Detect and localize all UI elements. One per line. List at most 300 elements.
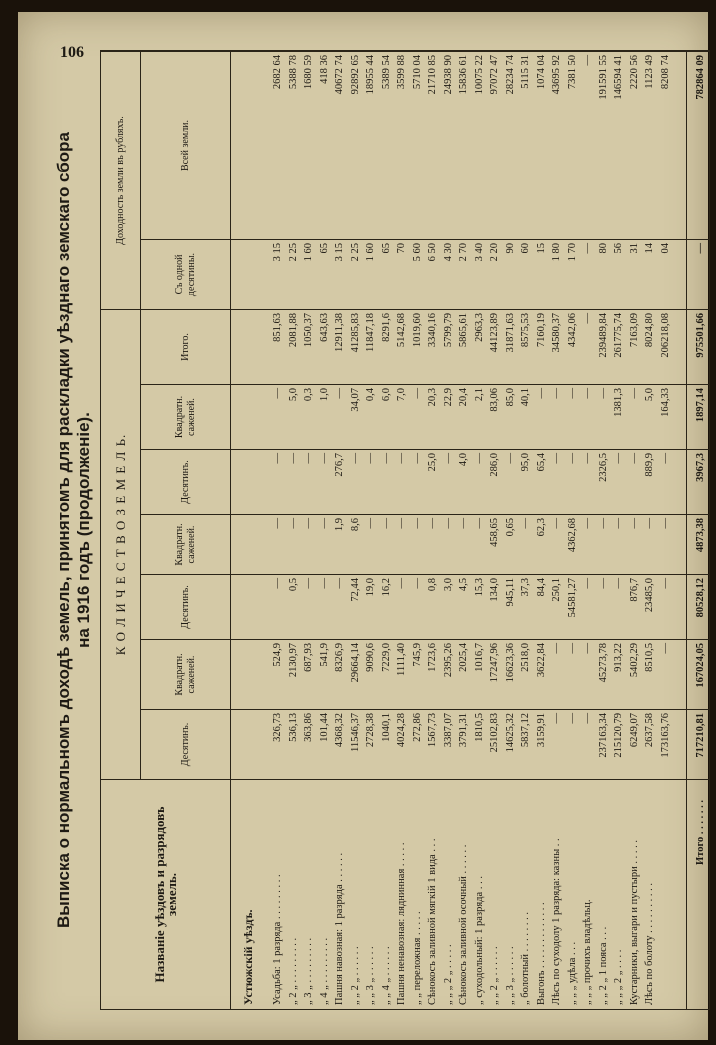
table-cell: 4 30 — [442, 243, 454, 262]
table-cell: 22,9 — [442, 388, 454, 407]
total-divider — [686, 51, 687, 1009]
table-cell: 1 60 — [303, 243, 314, 262]
table-cell: — — [442, 453, 454, 464]
table-cell: — — [272, 578, 283, 589]
row-name: „ „ переложная . . . . . — [411, 911, 423, 1005]
table-cell: 2 25 — [287, 243, 299, 262]
table-cell: 95,0 — [520, 453, 531, 472]
table-cell: 2395,26 — [442, 643, 454, 678]
row-name — [659, 780, 673, 1009]
table-cell: — — [628, 518, 640, 529]
table-cell: 1 80 — [551, 243, 562, 262]
table-cell: 17247,96 — [489, 643, 500, 683]
table-cell: — — [349, 453, 361, 464]
table-cell: 418 36 — [318, 55, 330, 84]
table-cell: 3340,16 — [427, 313, 438, 348]
table-cell: — — [380, 453, 392, 464]
table-cell: 65 — [318, 243, 330, 254]
table-cell: 84,4 — [535, 578, 547, 597]
table-cell: 90 — [504, 243, 516, 254]
table-cell: 363,86 — [303, 713, 314, 742]
table-cell: 1680 59 — [303, 55, 314, 90]
table-cell: 8024,80 — [644, 313, 655, 348]
table-cell: 3791,31 — [458, 713, 469, 748]
table-cell: 134,0 — [489, 578, 500, 602]
table-cell: 1,0 — [318, 388, 330, 402]
table-cell: 44123,89 — [489, 313, 500, 353]
table-cell: — — [396, 518, 407, 529]
table-cell: 1016,7 — [473, 643, 485, 672]
table-cell: — — [318, 453, 330, 464]
table-cell: — — [396, 453, 407, 464]
table-cell: 62,3 — [535, 518, 547, 537]
total-cell: 167024,05 — [695, 643, 706, 688]
header-col-7: Итого. — [141, 309, 231, 384]
table-cell: — — [272, 388, 283, 399]
table-cell: 1567,73 — [427, 713, 438, 748]
table-cell: 2518,0 — [520, 643, 531, 672]
row-name: „ „ „ удѣла . . . — [566, 941, 578, 1005]
header-col-9: Всей земли. — [141, 51, 231, 239]
table-cell: 191591 55 — [597, 55, 609, 100]
table-cell: 458,65 — [489, 518, 500, 547]
table-cell: 3599 88 — [396, 55, 407, 90]
table-cell: 21710 85 — [427, 55, 438, 95]
table-cell: 215120,79 — [613, 713, 624, 758]
table-cell: 2 25 — [349, 243, 361, 262]
table-cell: 326,73 — [272, 713, 283, 742]
data-column-2 — [231, 639, 709, 709]
header-income: Доходность земли въ рубляхъ. — [101, 51, 141, 309]
table-cell: — — [551, 643, 562, 654]
row-name: Пашня навозная: 1 разряда . . . . . . — [334, 852, 345, 1005]
table-cell: 173163,76 — [659, 713, 671, 758]
table-cell: 8,6 — [349, 518, 361, 532]
row-name: „ „ 4 „ . . . . . . — [380, 946, 392, 1005]
header-quantity: К О Л И Ч Е С Т В О З Е М Е Л Ь. — [101, 309, 141, 779]
table-cell: 14 — [644, 243, 655, 254]
table-cell: 146594 41 — [613, 55, 624, 100]
table-cell: 643,63 — [318, 313, 330, 342]
table-cell: 80 — [597, 243, 609, 254]
table-cell: — — [628, 453, 640, 464]
table-cell: 14625,32 — [504, 713, 516, 753]
document-title — [54, 70, 94, 990]
land-income-table — [100, 50, 710, 1010]
table-cell: 0,65 — [504, 518, 516, 537]
table-cell: 6 50 — [427, 243, 438, 262]
table-cell: 8510,5 — [644, 643, 655, 672]
table-cell: — — [582, 243, 593, 254]
table-cell: — — [551, 713, 562, 724]
table-cell: 889,9 — [644, 453, 655, 477]
table-cell: 5710 04 — [411, 55, 423, 90]
table-cell: — — [566, 453, 578, 464]
row-name: „ 2 „ . . . . . . . . . — [287, 937, 299, 1005]
table-cell: 286,0 — [489, 453, 500, 477]
table-cell: — — [659, 453, 671, 464]
table-cell: 1019,60 — [411, 313, 423, 348]
table-cell: 34580,37 — [551, 313, 562, 353]
table-cell: 3622,84 — [535, 643, 547, 678]
header-col-4: Квадратн. саженей. — [141, 514, 231, 574]
total-cell: 4873,38 — [695, 518, 706, 553]
table-cell: 1381,3 — [613, 388, 624, 417]
table-cell: 5,0 — [287, 388, 299, 402]
table-cell: 04 — [659, 243, 671, 254]
table-cell: 2025,4 — [458, 643, 469, 672]
table-cell: 164,33 — [659, 388, 671, 417]
row-name: Сѣнокосъ заливной мягкій 1 вида . . . — [427, 838, 438, 1005]
table-cell: 8575,53 — [520, 313, 531, 348]
table-cell: 0,4 — [365, 388, 376, 402]
table-cell: 23485,0 — [644, 578, 655, 613]
table-cell: 11847,18 — [365, 313, 376, 352]
row-name: „ „ 2 „ . . . . . . — [489, 946, 500, 1005]
table-cell: — — [582, 713, 593, 724]
table-cell: — — [628, 388, 640, 399]
table-cell: — — [473, 518, 485, 529]
row-name: „ „ 3 „ . . . . . . — [504, 946, 516, 1005]
table-cell: 16623,36 — [504, 643, 516, 683]
table-cell: — — [582, 313, 593, 324]
table-cell: — — [613, 518, 624, 529]
table-cell: 1111,40 — [396, 643, 407, 676]
total-cell: 975501,66 — [695, 313, 706, 358]
table-cell: — — [582, 55, 593, 66]
table-cell: 261775,74 — [613, 313, 624, 358]
table-cell: 3159,91 — [535, 713, 547, 748]
row-name: Кустарники, выгари и пустыри . . . . . — [628, 840, 640, 1005]
table-cell: — — [365, 518, 376, 529]
table-cell: — — [566, 388, 578, 399]
table-cell: 536,13 — [287, 713, 299, 742]
data-column-7 — [231, 309, 709, 384]
total-cell: 3967,3 — [695, 453, 706, 482]
table-cell: — — [582, 578, 593, 589]
table-cell: 12911,38 — [334, 313, 345, 352]
page-number: 106 — [60, 44, 84, 61]
row-name: „ „ „ прочихъ владѣльц. — [582, 899, 593, 1005]
table-cell: 16,2 — [380, 578, 392, 597]
table-cell: 5402,29 — [628, 643, 640, 678]
table-cell: 7163,09 — [628, 313, 640, 348]
table-cell: 8326,9 — [334, 643, 345, 672]
data-column-6 — [231, 384, 709, 449]
row-name: Пашня ненавозная: ляднинная . . . . . — [396, 842, 407, 1005]
table-cell: 4362,68 — [566, 518, 578, 553]
table-cell: 2081,88 — [287, 313, 299, 348]
table-cell: 45273,78 — [597, 643, 609, 683]
table-cell: 4368,32 — [334, 713, 345, 748]
table-cell: 0,3 — [303, 388, 314, 402]
table-cell: 1050,37 — [303, 313, 314, 348]
table-cell: — — [504, 453, 516, 464]
row-name: „ „ „ 2 „ . . . . . — [442, 944, 454, 1005]
table-cell: 2728,38 — [365, 713, 376, 748]
table-cell: 1123 49 — [644, 55, 655, 89]
table-cell: — — [318, 578, 330, 589]
table-cell: 0,8 — [427, 578, 438, 592]
table-cell: 56 — [613, 243, 624, 254]
table-cell: 34,07 — [349, 388, 361, 412]
table-cell: 24938 90 — [442, 55, 454, 95]
table-cell: 1810,5 — [473, 713, 485, 742]
table-cell: 28234 74 — [504, 55, 516, 95]
table-cell: 272,86 — [411, 713, 423, 742]
table-cell: 15,3 — [473, 578, 485, 597]
table-cell: 945,11 — [504, 578, 516, 607]
table-cell: 7160,19 — [535, 313, 547, 348]
table-cell: 40,1 — [520, 388, 531, 407]
table-cell: — — [334, 578, 345, 589]
table-cell: — — [380, 518, 392, 529]
header-col-2: Квадратн. саженей. — [141, 639, 231, 709]
table-cell: 25,0 — [427, 453, 438, 472]
table-cell: 8208 74 — [659, 55, 671, 90]
table-cell: 2130,97 — [287, 643, 299, 678]
table-cell: — — [411, 388, 423, 399]
table-cell: 5115 31 — [520, 55, 531, 89]
total-cell: 717210,81 — [695, 713, 706, 758]
table-cell: 3 15 — [272, 243, 283, 262]
table-cell: 85,0 — [504, 388, 516, 407]
data-column-3 — [231, 574, 709, 639]
table-cell: 687,93 — [303, 643, 314, 672]
table-cell: 2 20 — [489, 243, 500, 262]
table-cell: 0,5 — [287, 578, 299, 592]
table-cell: 1,9 — [334, 518, 345, 532]
data-column-8 — [231, 239, 709, 309]
table-cell: — — [318, 518, 330, 529]
title-line-1: Выписка о нормальномъ доходѣ земель, принятомъ для раскладки уѣзднаго земскаго сбора — [54, 131, 73, 929]
table-cell: — — [411, 453, 423, 464]
table-cell: — — [582, 518, 593, 529]
table-cell: 15 — [535, 243, 547, 254]
data-column-9 — [231, 51, 709, 239]
table-cell: 3 15 — [334, 243, 345, 262]
table-cell: — — [659, 518, 671, 529]
table-cell: 524,9 — [272, 643, 283, 667]
data-column-5 — [231, 449, 709, 514]
district-name: Устюжскій уѣздъ. — [241, 909, 255, 1005]
table-cell: 239489,84 — [597, 313, 609, 358]
table-cell: 20,4 — [458, 388, 469, 407]
table-cell: — — [365, 453, 376, 464]
row-name: Усадьба: 1 разряда . . . . . . . . . — [272, 874, 283, 1005]
table-cell: 31871,63 — [504, 313, 516, 353]
row-name: „ 4 „ . . . . . . . . . — [318, 937, 330, 1005]
table-cell: 1 70 — [566, 243, 578, 262]
row-name: Лѣсъ по суходолу 1 разряда: казны . . — [551, 838, 562, 1005]
table-cell: — — [597, 518, 609, 529]
row-name: „ „ „ 2 „ . . . . — [613, 949, 624, 1005]
table-cell: 6249,07 — [628, 713, 640, 748]
table-cell: 92892 65 — [349, 55, 361, 95]
table-cell: — — [551, 518, 562, 529]
total-cell: 80528,12 — [695, 578, 706, 618]
table-cell: — — [582, 388, 593, 399]
table-cell: 745,9 — [411, 643, 423, 667]
table-cell: 2,1 — [473, 388, 485, 402]
table-cell: 4,5 — [458, 578, 469, 592]
table-cell: — — [520, 518, 531, 529]
table-cell: 5388 78 — [287, 55, 299, 90]
row-name: „ суходольный: 1 разряда . . . — [473, 876, 485, 1005]
total-cell: — — [695, 243, 706, 254]
table-cell: — — [535, 388, 547, 399]
table-cell: 18955 44 — [365, 55, 376, 95]
row-name: „ 3 „ . . . . . . . . . — [303, 937, 314, 1005]
table-cell: 206218,08 — [659, 313, 671, 358]
table-cell: 2963,3 — [473, 313, 485, 342]
table-cell: — — [582, 643, 593, 654]
table-cell: — — [644, 518, 655, 529]
table-cell: 1074 04 — [535, 55, 547, 90]
total-label: Итого . . . . . . . — [695, 800, 706, 865]
table-cell: 25102,83 — [489, 713, 500, 753]
table-cell: — — [396, 578, 407, 589]
table-cell: 2682 64 — [272, 55, 283, 90]
table-cell: 250,1 — [551, 578, 562, 602]
row-name: Выгонъ . . . . . . . . . . . . . — [535, 902, 547, 1005]
table-cell: 1040,1 — [380, 713, 392, 742]
table-cell: 15836 61 — [458, 55, 469, 95]
table-cell: 3 40 — [473, 243, 485, 262]
table-cell: 276,7 — [334, 453, 345, 477]
table-cell: 3,0 — [442, 578, 454, 592]
table-cell: 72,44 — [349, 578, 361, 602]
table-cell: 5799,79 — [442, 313, 454, 348]
table-cell: — — [272, 518, 283, 529]
table-cell: 31 — [628, 243, 640, 254]
table-cell: 83,06 — [489, 388, 500, 412]
table-cell: — — [334, 388, 345, 399]
table-cell: 9090,6 — [365, 643, 376, 672]
table-cell: — — [411, 578, 423, 589]
data-column-4 — [231, 514, 709, 574]
table-cell: — — [566, 713, 578, 724]
table-cell: 8291,6 — [380, 313, 392, 342]
table-cell: 5142,68 — [396, 313, 407, 348]
table-cell: 5389 54 — [380, 55, 392, 90]
total-cell: 1897,14 — [695, 388, 706, 423]
table-cell: 851,63 — [272, 313, 283, 342]
table-cell: 54581,27 — [566, 578, 578, 618]
table-cell: — — [303, 578, 314, 589]
table-cell: 5837,12 — [520, 713, 531, 748]
table-cell: 1723,6 — [427, 643, 438, 672]
table-cell: — — [566, 643, 578, 654]
table-cell: 37,3 — [520, 578, 531, 597]
table-cell: 2637,58 — [644, 713, 655, 748]
table-cell: 43695 92 — [551, 55, 562, 95]
title-line-2: на 1916 годъ (продолженіе). — [74, 412, 93, 648]
row-name: „ болотный . . . . . . . . — [520, 912, 531, 1005]
table-cell: 20,3 — [427, 388, 438, 407]
data-column-1 — [231, 709, 709, 779]
table-cell: 4342,06 — [566, 313, 578, 348]
table-cell: — — [659, 578, 671, 589]
names-column — [231, 779, 709, 1009]
table-cell: 913,22 — [613, 643, 624, 672]
row-name: „ „ 2 „ 1 пояса . . . — [597, 926, 609, 1005]
table-cell: 5865,61 — [458, 313, 469, 348]
table-cell: 10075 22 — [473, 55, 485, 95]
table-cell: — — [659, 643, 671, 654]
table-cell: 7,0 — [396, 388, 407, 402]
table-cell: 7229,0 — [380, 643, 392, 672]
table-cell: — — [287, 453, 299, 464]
table-cell: 29664,14 — [349, 643, 361, 683]
row-name: „ „ 2 „ . . . . . . — [349, 946, 361, 1005]
table-cell: 6,0 — [380, 388, 392, 402]
row-name: Сѣнокосъ заливной осочный . . . . . . — [458, 844, 469, 1005]
table-cell: 65,4 — [535, 453, 547, 472]
table-cell: 541,9 — [318, 643, 330, 667]
table-cell: — — [272, 453, 283, 464]
table-cell: 2220 56 — [628, 55, 640, 90]
header-col-1: Десятинъ. — [141, 709, 231, 779]
table-cell: — — [442, 518, 454, 529]
header-name: Названіе уѣздовъ и разрядовъ земель. — [101, 779, 231, 1009]
row-name: „ „ 3 „ . . . . . . — [365, 946, 376, 1005]
table-cell: 876,7 — [628, 578, 640, 602]
header-col-5: Десятинъ. — [141, 449, 231, 514]
table-cell: 4,0 — [458, 453, 469, 467]
table-cell: — — [597, 578, 609, 589]
table-cell: 19,0 — [365, 578, 376, 597]
table-cell: 60 — [520, 243, 531, 254]
table-cell: 5,0 — [644, 388, 655, 402]
table-cell: 11546,37 — [349, 713, 361, 752]
table-cell: — — [458, 518, 469, 529]
table-cell: 7381 50 — [566, 55, 578, 90]
table-cell: 2326,5 — [597, 453, 609, 482]
table-cell: — — [427, 518, 438, 529]
table-cell: 1 60 — [365, 243, 376, 262]
table-cell: — — [582, 453, 593, 464]
table-cell: 4024,28 — [396, 713, 407, 748]
table-cell: 70 — [396, 243, 407, 254]
total-cell: 782864 09 — [695, 55, 706, 100]
table-cell: 5 60 — [411, 243, 423, 262]
table-cell: 101,44 — [318, 713, 330, 742]
table-cell: — — [473, 453, 485, 464]
header-col-8: Съ одной десятины. — [141, 239, 231, 309]
table-cell: 237163,34 — [597, 713, 609, 758]
table-cell: — — [597, 388, 609, 399]
table-cell: — — [551, 388, 562, 399]
header-col-3: Десятинъ. — [141, 574, 231, 639]
table-cell: — — [613, 578, 624, 589]
header-col-6: Квадратн. саженей. — [141, 384, 231, 449]
table-cell: — — [613, 453, 624, 464]
table-cell: 65 — [380, 243, 392, 254]
table-cell: — — [287, 518, 299, 529]
table-cell: — — [303, 453, 314, 464]
table-cell: 2 70 — [458, 243, 469, 262]
table-cell: — — [303, 518, 314, 529]
table-cell: 97072 47 — [489, 55, 500, 95]
table-cell: — — [551, 453, 562, 464]
row-name: Лѣсъ по болоту . . . . . . . . . . — [644, 882, 655, 1005]
table-cell: 3387,07 — [442, 713, 454, 748]
table-cell: — — [411, 518, 423, 529]
table-cell: 40672 74 — [334, 55, 345, 95]
rotated-table-page — [40, 50, 716, 1010]
table-cell: 41285,83 — [349, 313, 361, 353]
